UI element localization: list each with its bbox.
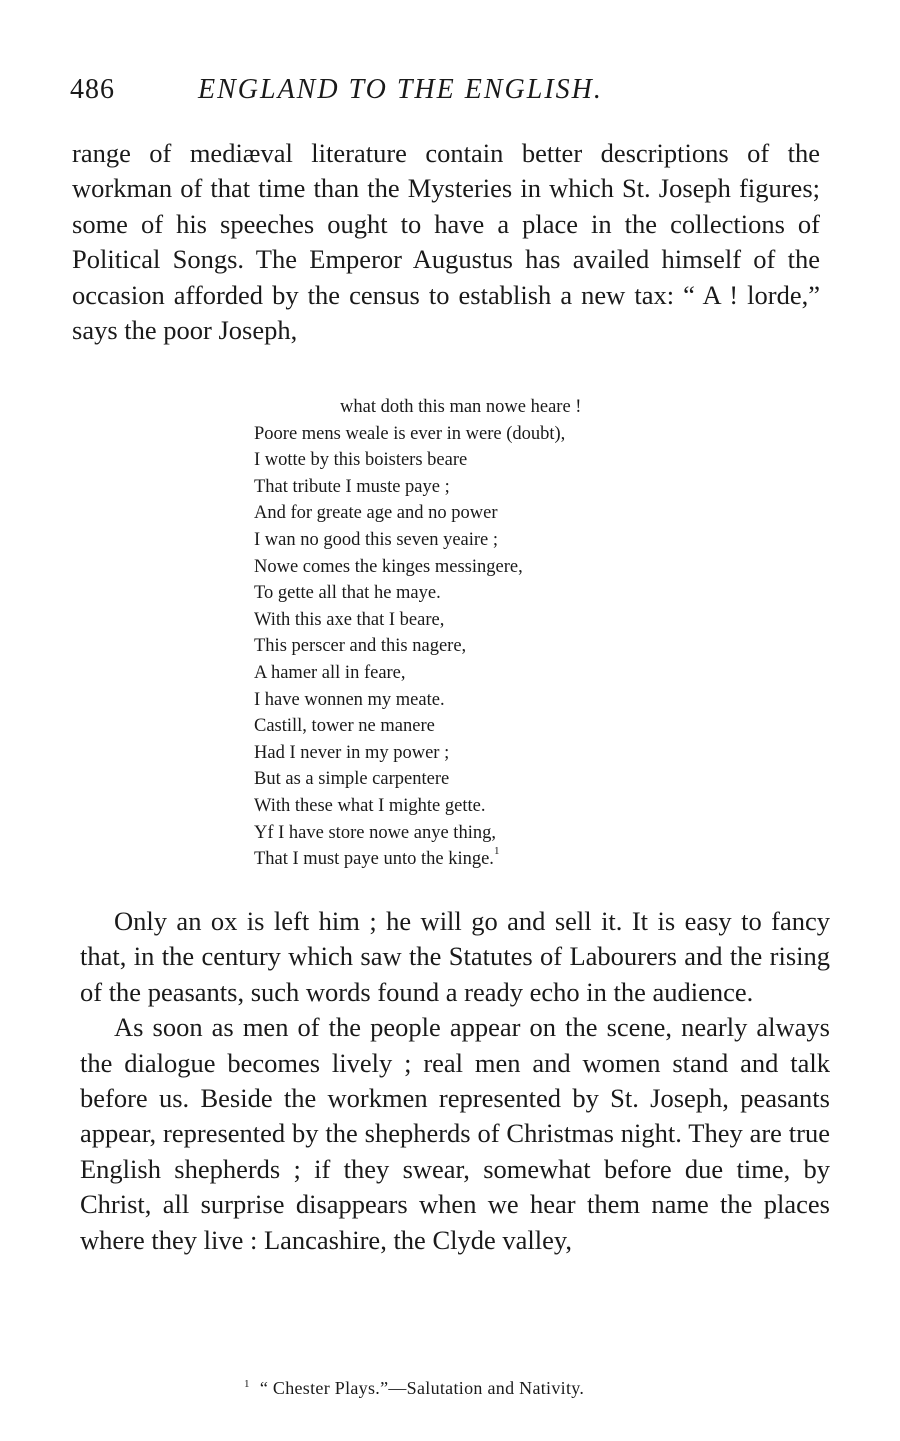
verse-line-text: That I must paye unto the kinge.: [254, 849, 494, 870]
prose-top: [72, 136, 820, 348]
verse-line: what doth this man nowe heare !: [340, 397, 582, 417]
verse-line: Poore mens weale is ever in were (doubt),: [254, 423, 566, 444]
prose-bottom: [80, 904, 830, 1258]
verse-line: That tribute I muste paye ;: [254, 476, 450, 497]
verse-line-last: [254, 846, 581, 873]
verse-line: Yf I have store nowe anye thing,: [254, 822, 496, 843]
footnote-reference[interactable]: 1: [493, 845, 500, 858]
footnote: [244, 1378, 584, 1399]
verse-line: Nowe comes the kinges messingere,: [254, 556, 523, 577]
footnote-text: “ Chester Plays.”—Salutation and Nativity.: [259, 1378, 585, 1398]
paragraph: Only an ox is left him ; he will go and sell it. It is easy to fancy that, in the century which saw the Statutes of Labourers and the rising of the peasants, such words found a ready echo in the audience.: [80, 906, 830, 1007]
verse-line: A hamer all in feare,: [254, 662, 406, 683]
verse-line: With this axe that I beare,: [254, 609, 445, 630]
paragraph: As soon as men of the people appear on the scene, nearly always the dialogue becomes lively ; real men and women stand and talk before us. Beside the workmen represented by St. Joseph, peasants appear, represented by the shepherds of Christmas night. They are true English shepherds ; if they swear, somewhat before due time, by Christ, all surprise disappears when we hear them name the places where they live : Lancashire, the Clyde valley,: [80, 1012, 830, 1255]
paragraph: range of mediæval literature contain better descriptions of the workman of that time than the Mysteries in which St. Joseph figures; some of his speeches ought to have a place in the collections of Political Songs. The Emperor Augustus has availed himself of the occasion afforded by the census to establish a new tax: “ A ! lorde,” says the poor Joseph,: [72, 138, 820, 346]
verse-line: To gette all that he maye.: [254, 583, 441, 604]
verse-quotation: [254, 394, 581, 873]
running-head: ENGLAND TO THE ENGLISH.: [198, 74, 603, 105]
page-header: [70, 74, 830, 114]
page-number: 486: [70, 74, 115, 105]
verse-line: I have wonnen my meate.: [254, 689, 445, 710]
verse-line: But as a simple carpentere: [254, 769, 450, 790]
verse-line: This perscer and this nagere,: [254, 636, 467, 657]
verse-line: Had I never in my power ;: [254, 742, 450, 763]
verse-line: With these what I mighte gette.: [254, 795, 486, 816]
verse-line: And for greate age and no power: [254, 503, 498, 524]
verse-line: I wan no good this seven yeaire ;: [254, 529, 499, 550]
footnote-mark: 1: [244, 1378, 250, 1390]
verse-line: Castill, tower ne manere: [254, 716, 435, 737]
verse-line: I wotte by this boisters beare: [254, 450, 468, 471]
